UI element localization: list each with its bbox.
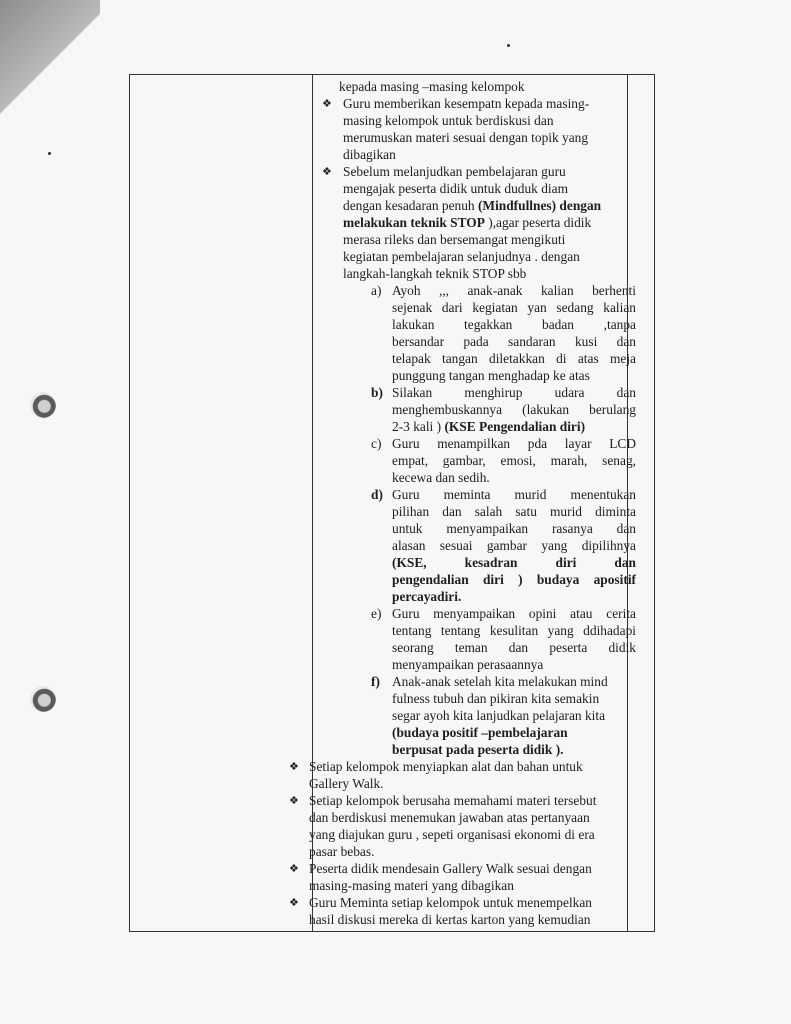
scan-speck <box>48 152 51 155</box>
text-line: tentang tentang kesulitan yang ddihadapi <box>392 623 636 638</box>
scan-speck <box>507 44 510 47</box>
text-line: mengajak peserta didik untuk duduk diam <box>343 181 568 196</box>
text-line <box>343 198 601 214</box>
text-line: Guru menampilkan pda layar LCD <box>392 436 636 451</box>
text-line: alasan sesuai gambar yang dipilihnya <box>392 538 636 553</box>
text-line: merumuskan materi sesuai dengan topik yang <box>343 130 589 145</box>
list-marker: a) <box>371 283 382 298</box>
text-line: masing kelompok untuk berdiskusi dan <box>343 113 554 128</box>
text-line: hasil diskusi mereka di kertas karton yang kemudian <box>309 912 591 927</box>
text-line <box>343 215 591 231</box>
bullet-icon: ❖ <box>289 761 299 773</box>
bold-text <box>392 742 564 758</box>
table-column-divider <box>627 75 628 931</box>
list-marker: d) <box>371 487 383 502</box>
text-line: Guru menyampaikan opini atau cerita <box>392 606 636 621</box>
text-line: kepada masing –masing kelompok <box>339 79 525 94</box>
text-line: kegiatan pembelajaran selanjudnya . dengan <box>343 249 580 264</box>
binder-hole-bottom <box>30 686 56 712</box>
text-line: Guru memberikan kesempatn kepada masing- <box>343 96 590 111</box>
text-line: punggung tangan menghadap ke atas <box>392 368 590 383</box>
text-line: telapak tangan diletakkan di atas meja <box>392 351 636 366</box>
page-corner-fold <box>0 0 100 150</box>
text-line: pasar bebas. <box>309 844 375 859</box>
list-marker: b) <box>371 385 383 400</box>
list-marker: c) <box>371 436 382 451</box>
bold-text: berpusat pada peserta didik <box>392 742 556 757</box>
text-line: Guru Meminta setiap kelompok untuk menempelkan <box>309 895 593 910</box>
text-line: segar ayoh kita lanjudkan pelajaran kita <box>392 708 606 723</box>
list-marker: e) <box>371 606 382 621</box>
text-line: langkah-langkah teknik STOP sbb <box>343 266 527 281</box>
text-line <box>392 419 585 435</box>
bold-text: (KSE Pengendalian diri) <box>444 419 586 434</box>
bullet-icon: ❖ <box>289 863 299 875</box>
text-line: Gallery Walk. <box>309 776 384 791</box>
text-line: menghembuskannya (lakukan berulang <box>392 402 636 417</box>
text-line: kecewa dan sedih. <box>392 470 490 485</box>
text-line: merasa rileks dan bersemangat mengikuti <box>343 232 566 247</box>
text-line: fulness tubuh dan pikiran kita semakin <box>392 691 600 706</box>
text-line: untuk menyampaikan rasanya dan <box>392 521 636 536</box>
text-segment: dengan kesadaran penuh <box>343 198 478 213</box>
bullet-icon: ❖ <box>322 166 332 178</box>
text-line: bersandar pada sandaran kusi dan <box>392 334 636 349</box>
text-line: seorang teman dan peserta didik <box>392 640 636 655</box>
text-line: Guru meminta murid menentukan <box>392 487 636 502</box>
bold-text: melakukan teknik STOP <box>343 215 485 230</box>
text-line: Anak-anak setelah kita melakukan mind <box>392 674 608 689</box>
text-line: Setiap kelompok berusaha memahami materi tersebut <box>309 793 597 808</box>
text-line: masing-masing materi yang dibagikan <box>309 878 514 893</box>
bullet-icon: ❖ <box>322 98 332 110</box>
text-line: dibagikan <box>343 147 396 162</box>
text-segment: 2-3 kali ) <box>392 419 445 434</box>
text-line: lakukan tegakkan badan ,tanpa <box>392 317 636 332</box>
text-line: Ayoh ,,, anak-anak kalian berhenti <box>392 283 636 298</box>
bold-text: ). <box>555 742 564 757</box>
list-marker: f) <box>371 674 380 689</box>
bullet-icon: ❖ <box>289 897 299 909</box>
text-line: yang diajukan guru , sepeti organisasi ekonomi di era <box>309 827 595 842</box>
text-line: menyampaikan perasaannya <box>392 657 544 672</box>
bold-text: (KSE, kesadran diri dan <box>392 555 636 570</box>
text-line: dan berdiskusi menemukan jawaban atas pertanyaan <box>309 810 590 825</box>
bold-text: percayadiri. <box>392 589 462 604</box>
bold-text: (budaya positif –pembelajaran <box>392 725 568 740</box>
text-line: Setiap kelompok menyiapkan alat dan bahan untuk <box>309 759 583 774</box>
binder-hole-top <box>30 392 56 418</box>
text-line: Silakan menghirup udara dan <box>392 385 636 400</box>
text-line: empat, gambar, emosi, marah, senag, <box>392 453 636 468</box>
text-line: sejenak dari kegiatan yan sedang kalian <box>392 300 636 315</box>
text-line: Peserta didik mendesain Gallery Walk sesuai dengan <box>309 861 592 876</box>
bullet-icon: ❖ <box>289 795 299 807</box>
text-line: pilihan dan salah satu murid diminta <box>392 504 636 519</box>
bold-text: (Mindfullnes) dengan <box>477 198 602 213</box>
bold-text: pengendalian diri ) budaya apositif <box>392 572 636 587</box>
text-segment: ),agar peserta didik <box>484 215 592 230</box>
text-line: Sebelum melanjudkan pembelajaran guru <box>343 164 566 179</box>
